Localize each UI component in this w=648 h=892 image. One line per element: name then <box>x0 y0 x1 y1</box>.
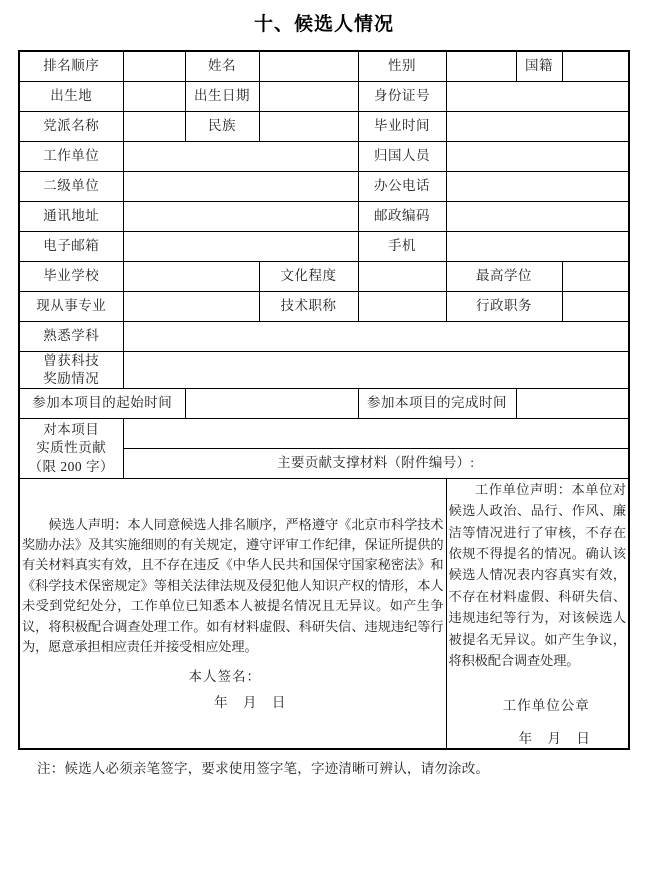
label-gender: 性别 <box>358 51 446 81</box>
field-birthdate[interactable] <box>259 81 358 111</box>
candidate-declaration-cell <box>19 478 446 748</box>
employer-seal-label[interactable]: 工作单位公章 <box>502 698 590 714</box>
page-title: 十、候选人情况 <box>253 14 394 35</box>
field-education-level[interactable] <box>358 261 446 291</box>
field-profession[interactable] <box>123 291 259 321</box>
candidate-info-table <box>18 50 630 750</box>
field-familiar-subject[interactable] <box>123 321 629 351</box>
label-birthplace: 出生地 <box>19 81 123 111</box>
field-name[interactable] <box>259 51 358 81</box>
label-office-phone: 办公电话 <box>358 171 446 201</box>
label-awards <box>19 351 123 388</box>
label-rank-order: 排名顺序 <box>19 51 123 81</box>
field-highest-degree[interactable] <box>562 261 629 291</box>
label-graduation-time: 毕业时间 <box>358 111 446 141</box>
field-contribution[interactable] <box>123 418 629 448</box>
label-ethnicity: 民族 <box>185 111 259 141</box>
field-gender[interactable] <box>446 51 516 81</box>
field-address[interactable] <box>123 201 358 231</box>
field-rank-order[interactable] <box>123 51 185 81</box>
field-nationality[interactable] <box>562 51 629 81</box>
label-party: 党派名称 <box>19 111 123 141</box>
field-admin-post[interactable] <box>562 291 629 321</box>
label-contribution <box>19 418 123 478</box>
footnote: 注：候选人必须亲笔签字，要求使用签字笔，字迹清晰可辨认，请勿涂改。 <box>37 760 490 776</box>
table-row-sub-unit <box>19 171 629 201</box>
label-returnee: 归国人员 <box>358 141 446 171</box>
label-address: 通讯地址 <box>19 201 123 231</box>
label-profession: 现从事专业 <box>19 291 123 321</box>
label-admin-post: 行政职务 <box>446 291 562 321</box>
label-familiar-subject: 熟悉学科 <box>19 321 123 351</box>
label-contribution-line3: （限 200 字） <box>28 458 114 474</box>
table-row-email <box>19 231 629 261</box>
candidate-declaration-text: 候选人声明：本人同意候选人排名顺序，严格遵守《北京市科学技术奖励办法》及其实施细则的有关规定，遵守评审工作纪律，保证所提供的有关材料真实有效，且不存在违反《中华人民共和国保守国家秘密法》和《科学技术保密规定》等相关法律法规及侵犯他人知识产权的情形，本人未受到党纪处分，工作单位已知悉本人被提名情况且无异议。如产生争议，将积极配合调查处理工作。如有材料虚假、科研失信、违规违纪等行为，愿意承担相应责任并接受相应处理。 <box>22 516 444 655</box>
label-awards-line1: 曾获科技 <box>43 352 100 368</box>
field-support-material[interactable] <box>123 448 629 478</box>
table-row-familiar-subject <box>19 321 629 351</box>
table-row-project-period <box>19 388 629 418</box>
field-birthplace[interactable] <box>123 81 185 111</box>
label-mobile: 手机 <box>358 231 446 261</box>
field-project-end[interactable] <box>516 388 629 418</box>
candidate-date-label[interactable]: 年 月 日 <box>214 694 292 710</box>
field-school[interactable] <box>123 261 259 291</box>
label-technical-title: 技术职称 <box>259 291 358 321</box>
field-email[interactable] <box>123 231 358 261</box>
field-mobile[interactable] <box>446 231 629 261</box>
field-postcode[interactable] <box>446 201 629 231</box>
label-school: 毕业学校 <box>19 261 123 291</box>
label-email: 电子邮箱 <box>19 231 123 261</box>
table-row-work-unit <box>19 141 629 171</box>
label-postcode: 邮政编码 <box>358 201 446 231</box>
label-highest-degree: 最高学位 <box>446 261 562 291</box>
field-work-unit[interactable] <box>123 141 358 171</box>
table-row-school <box>19 261 629 291</box>
label-project-start: 参加本项目的起始时间 <box>19 388 185 418</box>
label-support-material: 主要贡献支撑材料（附件编号）: <box>277 455 475 471</box>
field-id-number[interactable] <box>446 81 629 111</box>
table-row-birth <box>19 81 629 111</box>
label-project-end: 参加本项目的完成时间 <box>358 388 516 418</box>
label-education-level: 文化程度 <box>259 261 358 291</box>
label-birthdate: 出生日期 <box>185 81 259 111</box>
field-office-phone[interactable] <box>446 171 629 201</box>
table-row-profession <box>19 291 629 321</box>
field-awards[interactable] <box>123 351 629 388</box>
table-row-declarations <box>19 478 629 748</box>
employer-date-label[interactable]: 年 月 日 <box>518 730 596 746</box>
candidate-signature-label[interactable]: 本人签名： <box>188 668 261 684</box>
label-work-unit: 工作单位 <box>19 141 123 171</box>
label-awards-line2: 奖励情况 <box>43 370 100 386</box>
field-ethnicity[interactable] <box>259 111 358 141</box>
field-technical-title[interactable] <box>358 291 446 321</box>
label-name: 姓名 <box>185 51 259 81</box>
field-graduation-time[interactable] <box>446 111 629 141</box>
field-project-start[interactable] <box>185 388 358 418</box>
employer-declaration-text: 工作单位声明：本单位对候选人政治、品行、作风、廉洁等情况进行了审核，不存在依规不得提名的情况。确认该候选人情况表内容真实有效，不存在材料虚假、科研失信、违规违纪等行为，对该候选人被提名无异议。如产生争议，将积极配合调查处理。 <box>448 481 626 668</box>
label-id-number: 身份证号 <box>358 81 446 111</box>
field-returnee[interactable] <box>446 141 629 171</box>
label-contribution-line2: 实质性贡献 <box>36 440 107 456</box>
field-sub-unit[interactable] <box>123 171 358 201</box>
table-row-rank <box>19 51 629 81</box>
field-party[interactable] <box>123 111 185 141</box>
table-row-contribution <box>19 418 629 448</box>
employer-declaration-cell <box>446 478 629 748</box>
table-row-party <box>19 111 629 141</box>
table-row-address <box>19 201 629 231</box>
label-nationality: 国籍 <box>516 51 562 81</box>
table-row-awards <box>19 351 629 388</box>
label-contribution-line1: 对本项目 <box>43 422 100 438</box>
label-sub-unit: 二级单位 <box>19 171 123 201</box>
